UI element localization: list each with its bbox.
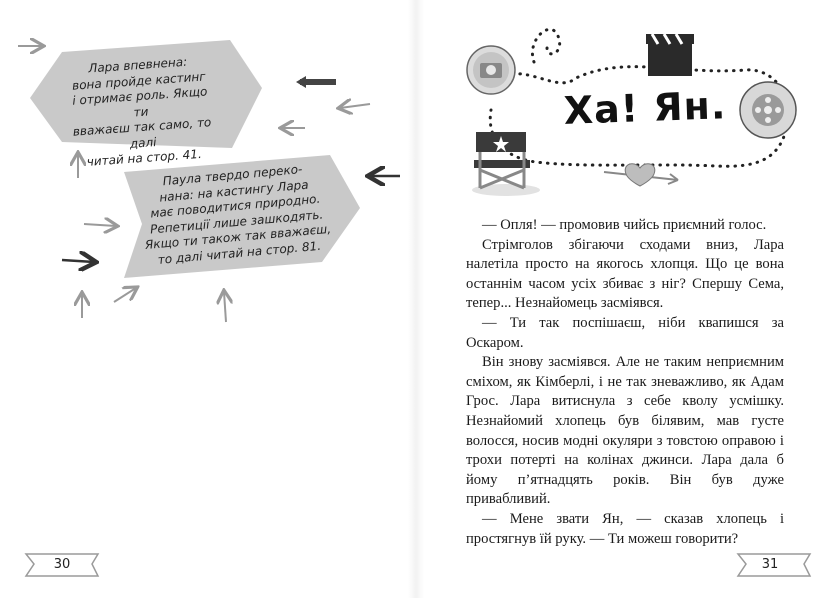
film-reel-icon: [740, 82, 796, 138]
left-page: [0, 0, 416, 598]
arrow-icon: [296, 76, 306, 88]
arrow-icon: [224, 292, 226, 322]
page-number-right: 31: [761, 557, 779, 572]
clapperboard-icon: [646, 34, 694, 76]
directors-chair-icon: [472, 132, 540, 196]
dotted-loop: [532, 29, 559, 62]
choice-text-1: Лара впевнена: вона пройде кастинг і отримає роль. Якщо ти вважаєш так само, то далі читай на стор. 41.: [71, 54, 212, 169]
paragraph: Він знову засміявся. Але не таким неприємним сміхом, як Кімберлі, і не так зневажливо, як Адам Грос. Лара витиснула з себе кволу усмішку. Незнайомий хлопець був білявим, мав густе волосся, носив модні окуляри з товстою оправою і трохи потерті на колінах джинси. Лара дала б йому п’ятнадцять років. Він був дуже привабливий.: [466, 354, 784, 508]
arrow-icon: [62, 260, 94, 262]
camera-icon: [467, 46, 515, 94]
arrow-icon: [114, 288, 136, 302]
choice-text-2: Паула твердо переко- нана: на кастингу Лара має поводитися природно. Репетиції лише зашкодять. Якщо ти також так вважаєш, то далі читай на стор. 81.: [144, 162, 332, 267]
paragraph: — Опля! — промовив чийсь приємний голос.: [482, 217, 767, 233]
chapter-title: Ха! Ян.: [563, 83, 727, 133]
paragraph: Стрімголов збігаючи сходами вниз, Лара налетіла просто на якогось хлопця. Що це вона останнім часом усіх збиває з ніг? Спершу Сема, тепер... Незнайомець засміявся.: [466, 236, 784, 312]
body-text: [466, 216, 784, 549]
page-number-left: 30: [53, 557, 71, 572]
arrow-icon: [84, 224, 116, 226]
paragraph: — Ти так поспішаєш, ніби квапишся за Оскаром.: [466, 314, 784, 351]
heart-arrow-icon: [604, 164, 678, 186]
paragraph: — Мене звати Ян, — сказав хлопець і простягнув їй руку. — Ти можеш говорити?: [466, 510, 784, 547]
arrow-icon: [340, 104, 370, 108]
right-page: [416, 0, 833, 598]
